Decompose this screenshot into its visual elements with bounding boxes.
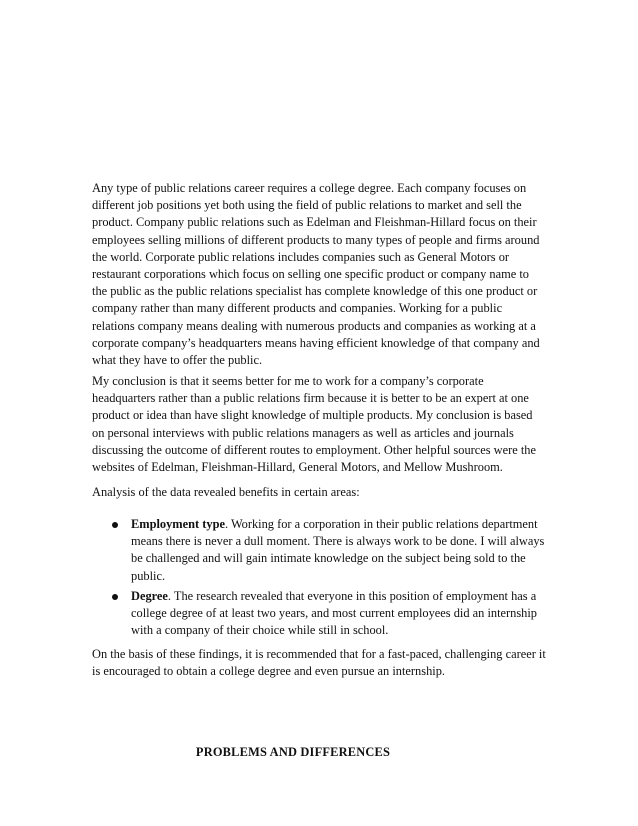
paragraph-career-requirements: Any type of public relations career requires a college degree. Each company focuses on different job positions yet both using the field of public relations to market and sell the product. Company public relations such as Edelman and Fleishman-Hillard focus on their employees selling millions of different products to many types of people and firms around the world. Corporate public relations includes companies such as General Motors or restaurant corporations which focus on selling one specific product or company name to the public as the public relations specialist has complete knowledge of this one product or company rather than many different products and companies. Working for a public relations company means dealing with numerous products and companies as working at a corporate company’s headquarters means having efficient knowledge of that company and what they have to offer the public. [92, 181, 540, 368]
bullet-icon [112, 522, 118, 528]
bullet-text: . The research revealed that everyone in this position of employment has a college degree of at least two years, and most current employees did an internship with a company of their choice while still in school. [131, 588, 537, 638]
list-item [92, 588, 548, 640]
bullet-term: Employment type [131, 517, 225, 531]
benefits-list [92, 516, 548, 642]
paragraph-recommendation: On the basis of these findings, it is recommended that for a fast-paced, challenging career it is encouraged to obtain a college degree and even pursue an internship. [92, 647, 546, 679]
bullet-icon [112, 594, 118, 600]
paragraph-conclusion: My conclusion is that it seems better for me to work for a company’s corporate headquarters rather than a public relations firm because it is better to be an expert at one product or idea than have slight knowledge of multiple products. My conclusion is based on personal interviews with public relations managers as well as articles and journals discussing the outcome of different routes to employment. Other helpful sources were the websites of Edelman, Fleishman-Hillard, General Motors, and Mellow Mushroom. [92, 374, 536, 475]
bullet-text: . Working for a corporation in their public relations department means there is never a dull moment. There is always work to be done. I will always be challenged and will gain intimate knowledge on the subject being sold to the public. [131, 517, 545, 583]
list-item [92, 516, 548, 585]
section-heading [0, 745, 638, 760]
paragraph-analysis-intro: Analysis of the data revealed benefits in certain areas: [92, 485, 360, 499]
section-heading-text: PROBLEMS AND DIFFERENCES [195, 745, 391, 759]
bullet-term: Degree [131, 588, 168, 603]
